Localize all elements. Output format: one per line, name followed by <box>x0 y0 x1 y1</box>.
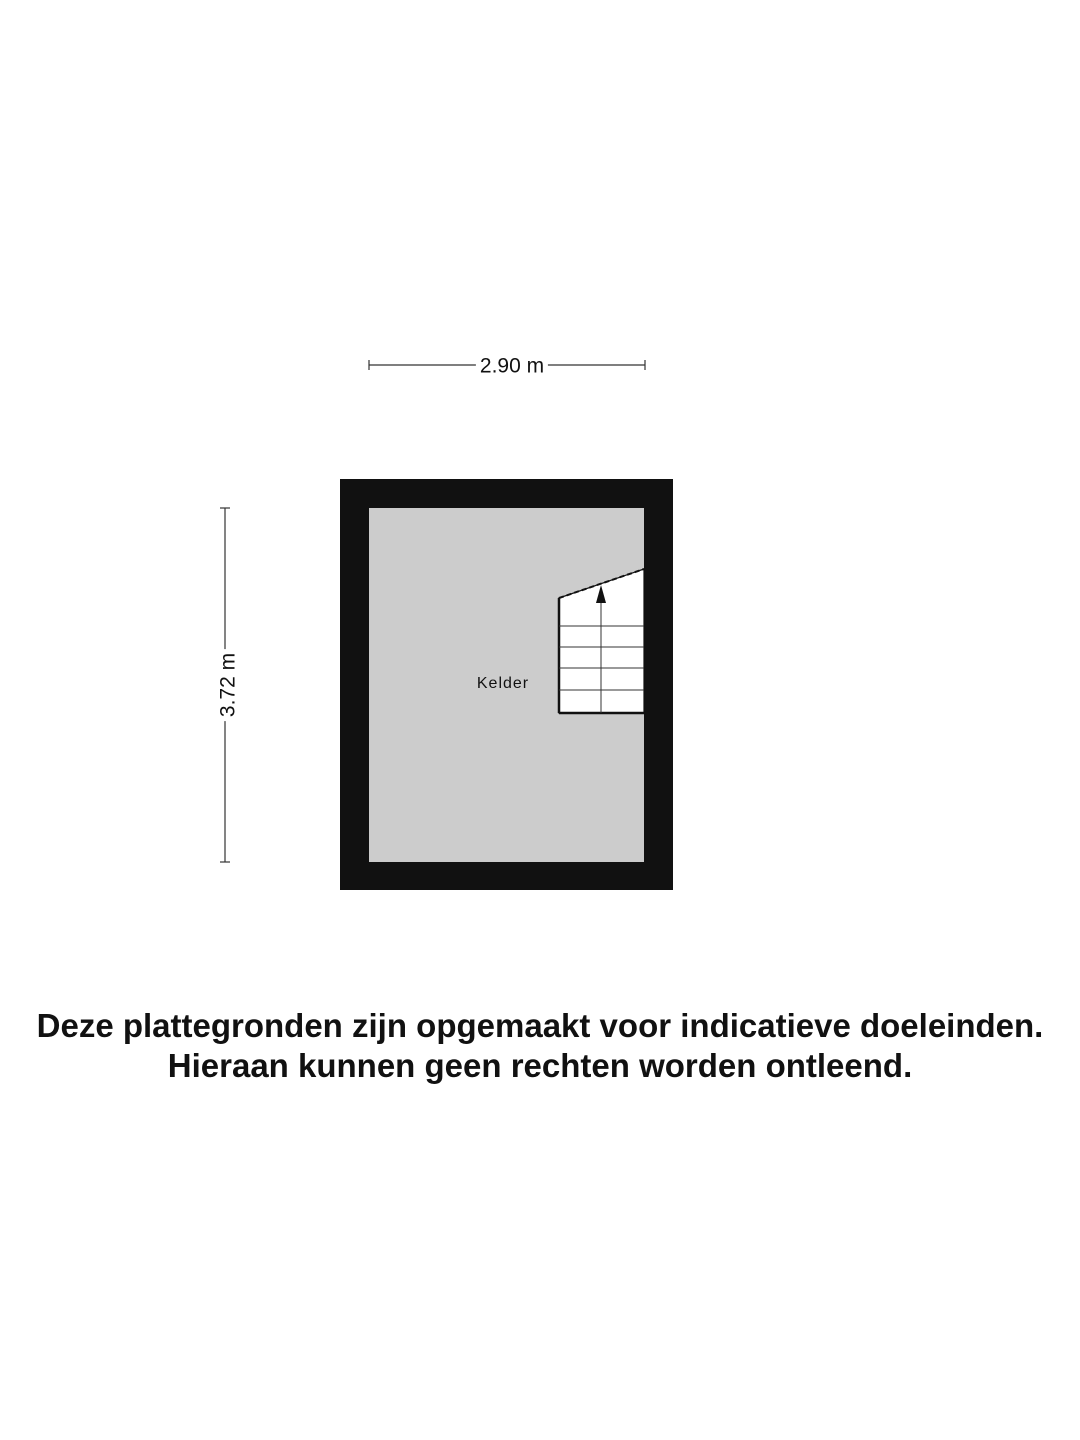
height-dimension-label: 3.72 m <box>218 649 239 721</box>
width-dimension-label: 2.90 m <box>476 356 548 377</box>
room-label: Kelder <box>476 675 530 692</box>
disclaimer <box>0 1006 1080 1086</box>
disclaimer-line-1: Deze plattegronden zijn opgemaakt voor indicatieve doeleinden. <box>36 1007 1044 1044</box>
disclaimer-line-2: Hieraan kunnen geen rechten worden ontleend. <box>167 1047 913 1084</box>
